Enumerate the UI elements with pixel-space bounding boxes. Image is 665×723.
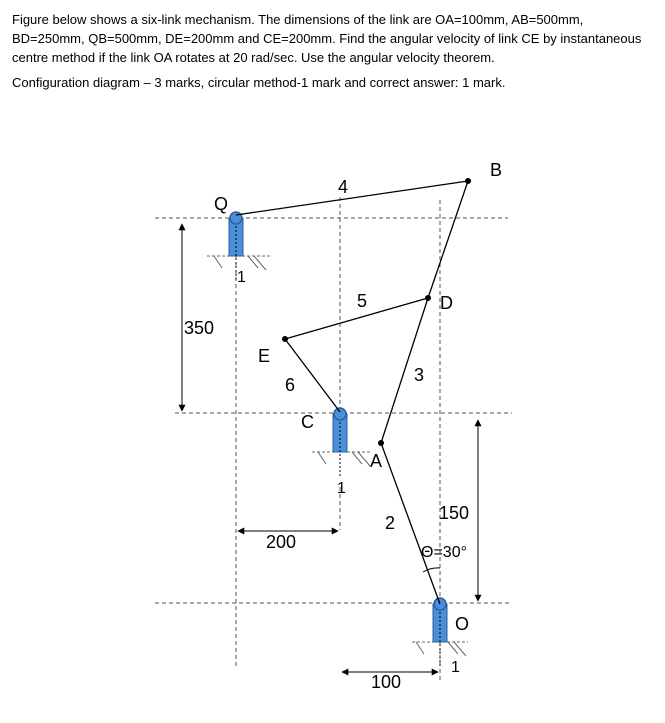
joint-e (282, 336, 288, 342)
label-ground-c: 1 (337, 480, 346, 497)
label-q: Q (214, 194, 229, 214)
label-a: A (370, 451, 383, 471)
label-link-5: 5 (357, 291, 368, 311)
joint-b (465, 178, 471, 184)
marks-note: Configuration diagram – 3 marks, circular method-1 mark and correct answer: 1 mark. (12, 75, 506, 90)
pin-block-c (333, 408, 347, 478)
ground-hatch-c (312, 452, 372, 466)
joint-a (378, 440, 384, 446)
dim-350-label: 350 (184, 318, 215, 338)
problem-text: Figure below shows a six-link mechanism. The dimensions of the link are OA=100mm, AB=500mm, BD=250mm, QB=500mm, DE=200mm and CE=200mm. Find the angular velocity of link CE by instantaneous centre method if the link OA rotates at 20 rad/sec. Use the angular velocity theorem. (12, 12, 642, 65)
label-b: B (490, 160, 503, 180)
label-ground-q: 1 (237, 269, 246, 286)
label-link-3: 3 (414, 365, 425, 385)
ground-hatch-q (207, 256, 270, 270)
angle-label: Θ=30° (421, 544, 467, 561)
angle-arc (423, 568, 440, 572)
label-e: E (258, 346, 271, 366)
label-link-6: 6 (285, 375, 296, 395)
link-bd (428, 181, 468, 298)
link-qb (236, 181, 468, 215)
pin-block-o (433, 598, 447, 668)
label-d: D (440, 293, 453, 313)
label-ground-o: 1 (451, 659, 460, 676)
label-link-4: 4 (338, 177, 349, 197)
label-link-2: 2 (385, 513, 396, 533)
dim-100-label: 100 (371, 672, 402, 692)
label-o: O (455, 614, 470, 634)
dim-150-label: 150 (439, 503, 470, 523)
label-c: C (301, 412, 314, 432)
dim-200-label: 200 (266, 532, 297, 552)
joint-d (425, 295, 431, 301)
